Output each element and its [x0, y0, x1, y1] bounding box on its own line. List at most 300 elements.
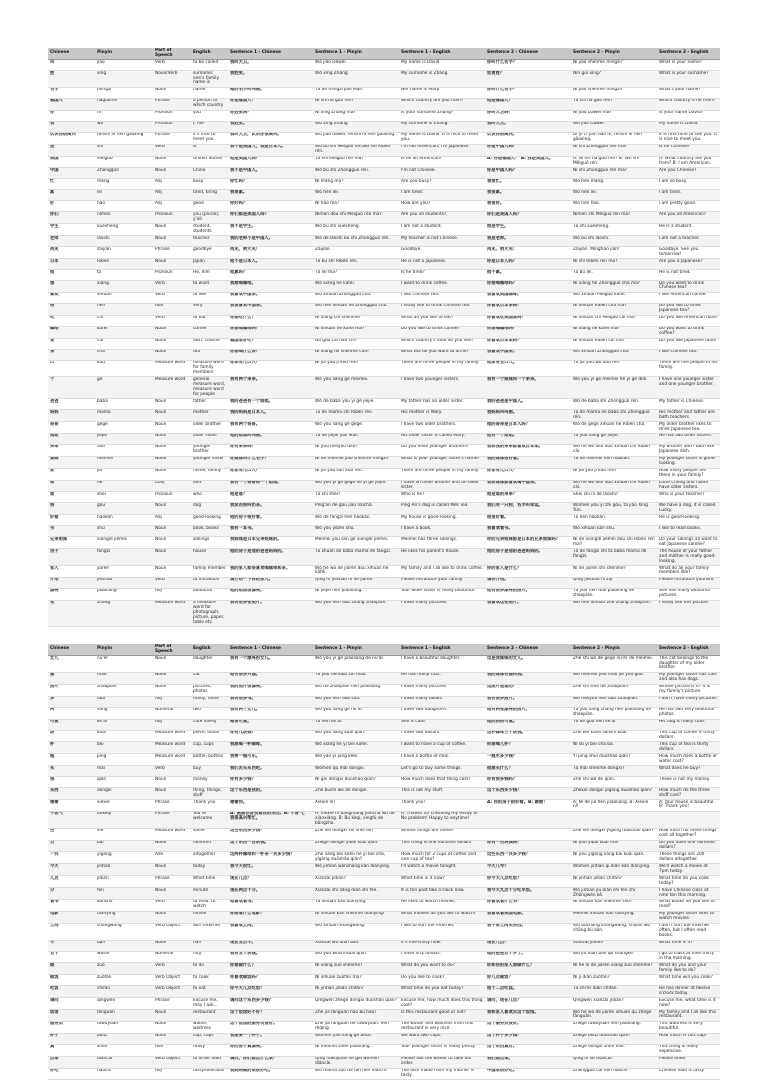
table-cell: bàba [95, 399, 153, 410]
table-row [48, 1056, 720, 1068]
table-cell: Do you like Japanese food? [657, 338, 720, 349]
table-row [48, 940, 720, 951]
table-cell: 我们去买东西吧。 [228, 766, 313, 777]
table-cell: What is your name? [657, 60, 720, 71]
table-cell: 狗 [48, 503, 95, 515]
table-cell: jiějie [95, 433, 153, 444]
table-cell: 五十 [48, 951, 95, 963]
table-cell: 菜 [48, 338, 95, 349]
table-row [48, 549, 720, 566]
table-row [48, 1068, 720, 1080]
table-cell: Tā bú lèi. [571, 270, 657, 281]
table-cell: 我很忙。 [485, 179, 571, 190]
table-cell: duō [95, 696, 153, 707]
table-cell: 你的兄弟姐妹都是日本的兄弟姐妹吗？ [485, 537, 571, 549]
table-cell: book, books [191, 526, 228, 537]
table-cell: cài [95, 338, 153, 349]
table-cell: There are five people in his family. [657, 360, 720, 377]
table-cell: 我妈妈做的菜很好吃。 [228, 1068, 313, 1080]
table-cell: A: What country are you from? B: I am American. [657, 156, 720, 168]
table-cell: Xiànzài shì liǎng diǎn shí fēn. [313, 888, 399, 900]
table-cell: Zhège dōngxi yībǎi kuài qián. [313, 840, 399, 852]
table-cell: Do you want to drink Chinese tea? [657, 281, 720, 293]
table-cell: Excuse me, what time is it now? [657, 998, 720, 1010]
table-cell: Wǒ yǒu hěn duō shū. [313, 696, 399, 707]
table-cell: 你的房子真漂亮。 [228, 1044, 313, 1056]
vocabulary-table-2 [48, 644, 720, 1080]
table-cell: Wǒ hěn máng. [571, 179, 657, 190]
table-cell: Wǒ méiyǒu hěn duō zhàopiàn. [571, 696, 657, 707]
table-cell: Japan [191, 259, 228, 270]
table-row [48, 742, 720, 754]
table-cell: xìng [95, 71, 153, 88]
table-cell: 家 [48, 468, 95, 480]
table-cell: 吃饭 [48, 986, 95, 998]
table-cell: Wǒ yǒu yí gè piàoliang de nǚ'ér. [313, 656, 399, 673]
table-cell: kǒu [95, 360, 153, 377]
table-cell: 她很可爱。 [228, 719, 313, 730]
table-cell: 好看 [48, 515, 95, 526]
table-cell: Tā yǒu hěn duō piàoliang de zhàopiàn. [571, 588, 657, 600]
table-cell: 一共 [48, 852, 95, 864]
table-cell: Nǐmen dōu shì Měiguó rén ma? [313, 212, 399, 224]
table-cell: 可爱 [48, 719, 95, 730]
table-cell: I have many pictures. [399, 600, 485, 627]
table-cell: 几点 [48, 876, 95, 888]
table-cell: Verb [153, 292, 191, 303]
table-cell: hǎochī [95, 1068, 153, 1080]
table-cell: dōngxi [95, 788, 153, 800]
table-cell: Wǒ bùcháng shàngwǎng, shíjiān wǒ chāng bú kàn. [571, 923, 657, 940]
table-cell: What do you want to do? [399, 963, 485, 975]
table-cell: 这个饭馆的服务员很好。 [228, 1021, 313, 1033]
table-cell: Wǒmen yào liǎng gè bēizi. [313, 1033, 399, 1044]
table-cell: Nǐ jiā yǒu jǐ kǒu rén? [313, 360, 399, 377]
table-cell: father [191, 399, 228, 410]
table-cell: restaurant [191, 1010, 228, 1022]
table-cell: Noun [153, 433, 191, 444]
table-cell: Wǒ jīntiān jiǔ diǎn shí fēn chī Zhōngwén kè. [571, 888, 657, 900]
table-cell: zhāng [95, 600, 153, 627]
table-row [48, 315, 720, 326]
table-cell: jiārén [95, 566, 153, 578]
table-cell: Wǒ jīntiān wǎnshang kàn diànyǐng. [313, 864, 399, 876]
table-cell: 兄弟姐妹 [48, 537, 95, 549]
table-cell: 漂亮 [48, 588, 95, 600]
table-row [48, 876, 720, 888]
table-cell: nǎguórén [95, 98, 153, 110]
table-row [48, 777, 720, 788]
table-cell: Noun [153, 503, 191, 515]
table-cell: Wǒ bú shì Měiguó rén,wǒ shì Rìběn rén. [313, 144, 399, 156]
table-row [48, 963, 720, 975]
table-cell: I am so busy. [657, 179, 720, 190]
table-cell: It is ten past two o'clock now. [399, 888, 485, 900]
table-cell: Tā yǒu liǎng gè jiějie. [571, 433, 657, 444]
table-cell: 上网 [48, 923, 95, 940]
table-cell: 他 [48, 270, 95, 281]
table-cell: I'm not Chinese. [399, 168, 485, 179]
table-cell: 这些东西一共多少钱？ [485, 852, 571, 864]
table-cell: 你姓张吗？ [228, 110, 313, 121]
table-cell: 电影 [48, 911, 95, 923]
table-row [48, 190, 720, 201]
table-cell: Nǐ mèimei zhēn piàoliang. [313, 1044, 399, 1056]
table-cell: Pronoun [153, 110, 191, 121]
table-cell: Measure word [153, 828, 191, 840]
table-cell: jiào [95, 60, 153, 71]
table-cell [485, 811, 571, 828]
table-cell: 这个服务员很好。 [485, 1021, 571, 1033]
table-cell: to like [191, 292, 228, 303]
table-cell: Is he tired? [399, 270, 485, 281]
table-cell: 你是日本人吗？ [485, 259, 571, 270]
table-cell: Píng'ān de gǒu jiào nǎichá. [313, 503, 399, 515]
table-cell: 茶 [48, 349, 95, 360]
table-row [48, 121, 720, 132]
table-cell: Meimei has three siblings. [399, 537, 485, 549]
table-cell: I really like this picture. [657, 600, 720, 627]
table-cell: What time is it now? [399, 876, 485, 888]
table-cell: movie [191, 911, 228, 923]
table-cell: goodbye [191, 247, 228, 259]
table-cell: rènshi nǐ hěn gāoxìng [95, 132, 153, 144]
table-cell: diànyǐng [95, 911, 153, 923]
table-cell: 我有一本书。 [228, 526, 313, 537]
table-cell: xuésheng [95, 224, 153, 236]
table-cell: It's nice to meet you [191, 132, 228, 144]
table-cell: How many people are there in your family? [657, 468, 720, 480]
table-cell: fifty [191, 951, 228, 963]
table-cell: 他有很多漂亮的照片。 [485, 588, 571, 600]
table-cell: jīntiān [95, 864, 153, 876]
table-cell: to eat [191, 986, 228, 998]
table-cell: Noun [153, 349, 191, 360]
table-cell: to want [191, 281, 228, 293]
table-cell: Wǒ xǐhuan kàn shū. [571, 526, 657, 537]
table-row [48, 788, 720, 800]
table-cell: 东西 [48, 788, 95, 800]
table-cell: 我喜欢美国咖啡。 [485, 292, 571, 303]
table-cell: to cook [191, 975, 228, 986]
table-cell: thing, things, stuff [191, 788, 228, 800]
table-cell: 我姓张。 [228, 71, 313, 88]
table-cell: 再见 [48, 247, 95, 259]
table-cell: Wǒ bú shì xuésheng. [313, 224, 399, 236]
table-cell: 忙 [48, 179, 95, 190]
table-cell: wǔshí [95, 951, 153, 963]
table-row [48, 360, 720, 377]
table-cell: 请问，现在几点？ [485, 998, 571, 1010]
table-cell: tired, tiring [191, 190, 228, 201]
table-cell: 他的房子是他的爸爸妈妈的。 [485, 549, 571, 566]
table-cell: Xièxie nǐ! [313, 800, 399, 812]
table-cell: 你想喝几杯？ [485, 742, 571, 754]
table-cell: Nǐ xiǎng chī shénme? [313, 315, 399, 326]
table-cell: How much do the three stuff cost? [657, 788, 720, 800]
table-cell: 我喜欢这张照片。 [485, 600, 571, 627]
table-cell: 房子 [48, 549, 95, 566]
table-cell: Adj [153, 719, 191, 730]
table-cell: Wǒ jiào Dàwèi. [571, 121, 657, 132]
table-cell: younger sister [191, 456, 228, 468]
table-cell: Nǎ guó cài hǎo chī? [313, 338, 399, 349]
table-row [48, 588, 720, 600]
table-cell: There are three people in my family. [399, 468, 485, 480]
table-cell: What tea do you want to drink? [399, 349, 485, 360]
table-cell: I am not a teacher. [657, 236, 720, 247]
table-row [48, 852, 720, 864]
table-cell: I have two daughters. [399, 707, 485, 719]
table-row [48, 656, 720, 673]
table-cell: Thank you! [399, 800, 485, 812]
table-cell: Wǒ xǐhuan Zhōngguó chá. [313, 292, 399, 303]
table-cell: Wǒ xiǎng hē yì bēi kāfēi. [313, 742, 399, 754]
table-cell: 你喜欢看什么书？ [485, 899, 571, 911]
table-cell: What time do you eat today? [399, 986, 485, 998]
table-cell: 请问这个东西多少钱？ [228, 998, 313, 1010]
table-cell: What's your name? [657, 87, 720, 98]
table-cell: 我和我的弟弟都喜欢日本菜。 [485, 444, 571, 456]
table-row [48, 168, 720, 179]
table-cell: Nǐ xǐhuan chī Měiguó cài ma? [571, 315, 657, 326]
table-cell: today [191, 864, 228, 876]
table-cell: 不客气 [48, 811, 95, 828]
table-cell: 他是谁的弟弟？ [485, 492, 571, 503]
table-row [48, 707, 720, 719]
table-row [48, 87, 720, 98]
table-cell: 他十二点吃饭。 [485, 986, 571, 998]
table-cell: mèimei [95, 456, 153, 468]
table-row [48, 515, 720, 526]
table-row [48, 1010, 720, 1022]
table-row [48, 899, 720, 911]
table-cell: This cup of coffee is thirty dollars. [657, 730, 720, 742]
table-cell: 你想喝咖啡吗？ [228, 326, 313, 338]
table-cell: 你今天几点吃饭？ [228, 986, 313, 998]
table-cell: two [191, 707, 228, 719]
table-cell: 谁 [48, 492, 95, 503]
table-cell: 我不是中国人。 [228, 168, 313, 179]
table-cell: Noun [153, 840, 191, 852]
table-cell: Mèimei xǐhuan kàn diànyǐng. [571, 911, 657, 923]
table-cell: Wǒ yǒu hěn duō zhāng zhàopiàn. [313, 600, 399, 627]
table-cell: 他是谁？ [228, 492, 313, 503]
table-cell: very [191, 303, 228, 315]
table-cell: shì [95, 144, 153, 156]
table-cell: Verb [153, 60, 191, 71]
table-cell: 我不是学生。 [228, 224, 313, 236]
table-cell: Noun [153, 236, 191, 247]
table-row [48, 719, 720, 730]
table-cell: 你家有几口人？ [228, 468, 313, 480]
table-cell: Phrase [153, 247, 191, 259]
table-cell: 你有多少钱？ [228, 777, 313, 788]
table-cell: Wǒ bú shì Zhōngguó rén. [313, 168, 399, 179]
table-cell: Wǒ xìng Zhāng. [313, 71, 399, 88]
table-cell: cup, cups [191, 1033, 228, 1044]
table-cell: He has two very beautiful photos. [657, 707, 720, 719]
table-cell: Tā shì Měiguó rén ma? [313, 156, 399, 168]
table-cell: 你 [48, 110, 95, 121]
table-cell: 做饭 [48, 975, 95, 986]
table-cell: This cat belongs to the daughter of my older brother. [657, 656, 720, 673]
table-cell: fànguǎn [95, 1010, 153, 1022]
table-row [48, 444, 720, 456]
table-cell: 哥哥 [48, 422, 95, 434]
table-cell: 半 [48, 940, 95, 951]
table-body [48, 656, 720, 1080]
table-cell: coffee [191, 326, 228, 338]
table-cell: Measure word [153, 754, 191, 766]
table-cell: Xiànzài jǐdiǎn? [313, 876, 399, 888]
table-cell: zàijiàn [95, 247, 153, 259]
table-cell: I have Chinese class at nine ten this morning. [657, 888, 720, 900]
table-cell: Noun [153, 259, 191, 270]
table-cell: 我家的狗叫奶茶。 [228, 503, 313, 515]
table-cell: Wǒ hé wǒ de jiārén dōu xǐhuan hē kāfēi. [313, 566, 399, 578]
table-cell: Wǒ jiào dàwèi, rènshi nǐ hěn gāoxìng. [313, 132, 399, 144]
table-cell: Wǒ yǒu yí gè gēge hé yí gè jiějie. [313, 480, 399, 492]
table-cell: 这个杯子多少钱？ [485, 1033, 571, 1044]
table-cell: Tā de míngzi jiào Mǎlì. [313, 87, 399, 98]
table-cell: How much for 2 cups of coffee and one cup of tea? [399, 852, 485, 864]
table-cell: 他不累。 [485, 270, 571, 281]
table-cell: I like to read books. [657, 526, 720, 537]
table-cell: 你有一百块钱吗？ [485, 840, 571, 852]
table-cell: Wǒ de fángzi hěn hǎokàn. [313, 515, 399, 526]
table-row [48, 201, 720, 212]
table-row [48, 684, 720, 696]
table-cell: Adv [153, 1044, 191, 1056]
table-cell: This waitress is very beautiful. [657, 1021, 720, 1033]
table-cell: 瓶 [48, 754, 95, 766]
table-cell: Conj [153, 480, 191, 492]
table-cell: 你家有几口人？ [485, 468, 571, 480]
table-cell: Adj [153, 515, 191, 526]
table-cell: Are you Chinese? [657, 168, 720, 179]
table-cell: Noun [153, 684, 191, 696]
table-cell: 你想看什么电影？ [228, 911, 313, 923]
table-cell: Wǒ yǒu liǎng gè mèimei. [313, 377, 399, 399]
table-cell: Adj [153, 696, 191, 707]
table-cell: Nǐ shì nǎ guó rén? [313, 98, 399, 110]
table-cell: Little Cheng and I both have older sisters. [657, 480, 720, 492]
table-cell: I want to have a cup of coffee. [399, 742, 485, 754]
table-cell: Do you like to drink Japanese tea? [657, 303, 720, 315]
table-cell: Nǐ xǐhuan Rìběn chá ma? [571, 303, 657, 315]
table-cell: Nǐ yǒu yígòng liǎng bǎi kuài qián. [571, 852, 657, 864]
table-cell: There are three people in my family. [399, 360, 485, 377]
table-cell: What do all your family members like? [657, 566, 720, 578]
table-cell: you [191, 110, 228, 121]
table-cell: 他是美国人吗？ [228, 156, 313, 168]
table-row [48, 71, 720, 88]
table-cell: Zhè shì shéi de zhàopiàn? [571, 684, 657, 696]
column-header: Pinyin [95, 644, 153, 656]
table-cell: He likes to watch movies. [399, 899, 485, 911]
table-cell: 我姓张。 [228, 121, 313, 132]
table-cell: Noun [153, 888, 191, 900]
table-cell: Her name is Mary. [399, 87, 485, 98]
table-cell: Wǒ yǒu liǎng gè gēge. [313, 422, 399, 434]
table-cell: 这个饭馆好不好？ [228, 1010, 313, 1022]
table-cell: yígòng [95, 852, 153, 864]
table-cell: Nǐ xǐhuan kàn shénme diànyǐng? [313, 911, 399, 923]
table-cell: 现在几点？ [485, 940, 571, 951]
table-cell: Noun [153, 87, 191, 98]
table-cell: 我们想点菜。 [485, 1056, 571, 1068]
table-cell: Is this restaurant good or not? [399, 1010, 485, 1022]
table-cell: It is first time to see you. It is nice to meet you. [657, 132, 720, 144]
table-cell: Pronoun [153, 121, 191, 132]
table-cell: nǐ [95, 110, 153, 121]
table-cell: 我喜欢中国茶。 [485, 349, 571, 360]
table-cell: 这个东西真好。 [485, 1044, 571, 1056]
table-cell: bottle, bottles [191, 754, 228, 766]
table-cell: Noun [153, 656, 191, 673]
table-row [48, 986, 720, 998]
table-cell: qián [95, 777, 153, 788]
table-cell: Nǐ jiā yǒu jǐ kǒu rén? [571, 468, 657, 480]
table-cell: 我的妹妹很好看。 [485, 456, 571, 468]
table-cell: 他的姐姐很漂亮。 [228, 588, 313, 600]
table-cell: Tā hěn kě'ài. [313, 719, 399, 730]
table-cell: to introduce [191, 577, 228, 588]
table-cell: I have one younger sister and one younger brother. [657, 377, 720, 399]
table-cell: shéi [95, 492, 153, 503]
table-cell: 这两杯咖啡和一杯茶一共多少钱？ [228, 852, 313, 864]
table-cell: Goodbye. [399, 247, 485, 259]
table-cell: Wǒ yào yì píng kělè. [313, 754, 399, 766]
table-cell: 我很喜欢中国茶。 [228, 303, 313, 315]
table-cell: dish, cuisine [191, 338, 228, 349]
table-cell: Nǐ xǐhuan hē kāfēi ma? [313, 326, 399, 338]
table-row [48, 1033, 720, 1044]
table-row [48, 998, 720, 1010]
table-cell: What do you and your family like to do? [657, 963, 720, 975]
table-cell: 妹妹 [48, 456, 95, 468]
table-cell: I am tired. [399, 190, 485, 201]
table-cell: I have a beautiful daughter. [399, 656, 485, 673]
table-cell: Wǒ de zhàopiàn hěn piàoliang. [313, 684, 399, 696]
table-cell: 你的家人是什么？ [485, 566, 571, 578]
table-cell: Measure word [153, 377, 191, 399]
table-cell: What is your younger sister's name? [399, 456, 485, 468]
table-cell: 你叫大卫吗？ [485, 110, 571, 121]
table-row [48, 828, 720, 840]
table-cell: I have many pictures. [399, 684, 485, 696]
table-cell: money [191, 777, 228, 788]
column-header: English [191, 644, 228, 656]
table-cell: Wǒ hěn xǐhuan zhè zhāng zhàopiàn. [571, 600, 657, 627]
table-cell: Excuse me, how much does this thing cost? [399, 998, 485, 1010]
table-cell: 你喜欢日本菜吗？ [485, 338, 571, 349]
table-cell: 你们 [48, 212, 95, 224]
table-row [48, 1021, 720, 1033]
table-cell: Noun [153, 1033, 191, 1044]
table-cell: 我妹妹是日本兄弟姐妹的。 [228, 537, 313, 549]
table-cell: Nǐ hǎo ma? [313, 201, 399, 212]
table-cell: Wǒmen qù mǎi dōngxi. [313, 766, 399, 777]
table-cell: 家人 [48, 566, 95, 578]
table-cell: My family and I all like to drink coffee. [399, 566, 485, 578]
table-cell: Nǐ de xiōngdì jiěmèi dōu shì Rìběn rén ma? [571, 537, 657, 549]
column-header: Chinese [48, 48, 95, 60]
table-cell: Verb Object [153, 1056, 191, 1068]
table-cell: Nǐ gěi dōngxi duōshǎo qián? [313, 777, 399, 788]
table-row [48, 303, 720, 315]
